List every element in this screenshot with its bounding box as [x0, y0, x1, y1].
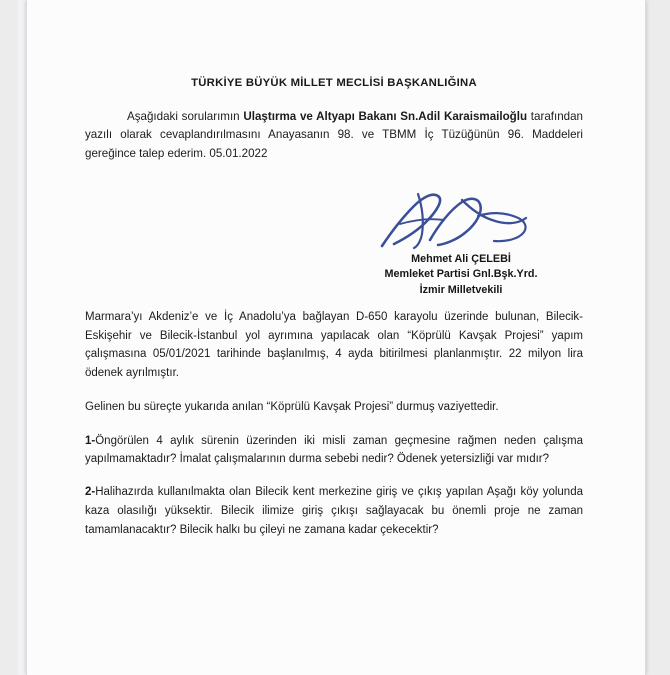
question-text-2: Halihazırda kullanılmakta olan Bilecik kent merkezine giriş ve çıkış yapılan Aşağı köy yolunda kaza olasılığı yüksektir. Bilecik ilimize giriş çıkışı sağlayacak bu önemli proje ne zaman tamamlanacaktır? Bilecik halkı bu çileyi ne zamana kadar çekecektir? — [85, 486, 583, 536]
question-number-2: 2- — [85, 486, 96, 499]
document-page — [26, 0, 646, 675]
signature-ink-icon — [366, 190, 556, 252]
signatory-constituency: İzmir Milletvekili — [419, 283, 503, 296]
question-text-1: Öngörülen 4 aylık sürenin üzerinden iki misli zaman geçmesine rağmen neden çalışma yapılmamaktadır? İmalat çalışmalarının durma sebebi nedir? Ödenek yetersizliği var mıdır? — [85, 434, 583, 466]
signatory-name: Mehmet Ali ÇELEBİ — [411, 253, 511, 265]
question-item-1 — [85, 432, 583, 469]
page-edge-left — [26, 0, 27, 675]
intro-paragraph — [85, 91, 583, 164]
document-body-section — [85, 308, 583, 539]
minister-name-bold: Ulaştırma ve Altyapı Bakanı Sn.Adil Karaismailoğlu — [243, 109, 528, 123]
document-header-section — [85, 0, 583, 164]
scan-gutter-right — [646, 0, 670, 675]
signature-block — [326, 190, 596, 298]
question-number-1: 1- — [85, 434, 96, 447]
scan-gutter-left — [0, 0, 18, 675]
intro-tail-text: tarafından yazılı olarak cevaplandırılmasını Anayasanın 98. ve TBMM İç Tüzüğünün 96. Maddeleri gereğince talep ederim. 05.01.2022 — [85, 109, 584, 161]
intro-lead-text: Aşağıdaki sorularımın — [127, 109, 244, 123]
question-item-2 — [85, 483, 583, 539]
signatory-role: Memleket Partisi Gnl.Bşk.Yrd. — [384, 268, 538, 281]
body-paragraph-2: Gelinen bu süreçte yukarıda anılan “Köprülü Kavşak Projesi” durmuş vaziyettedir. — [85, 400, 499, 413]
page-edge-right — [645, 0, 646, 675]
handwritten-signature — [366, 190, 556, 252]
page-title: TÜRKİYE BÜYÜK MİLLET MECLİSİ BAŞKANLIĞINA — [191, 77, 477, 89]
body-paragraph-1: Marmara’yı Akdeniz’e ve İç Anadolu’ya bağlayan D-650 karayolu üzerinde bulunan, Bilecik-Eskişehir ve Bilecik-İstanbul yol ayrımına yapılacak olan “Köprülü Kavşak Projesi” yapım çalışmasına 05/01/2021 tarihinde başlanılmış, 4 ayda bitirilmesi planlanmıştır. 22 milyon lira ödenek ayrılmıştır. — [85, 311, 583, 380]
